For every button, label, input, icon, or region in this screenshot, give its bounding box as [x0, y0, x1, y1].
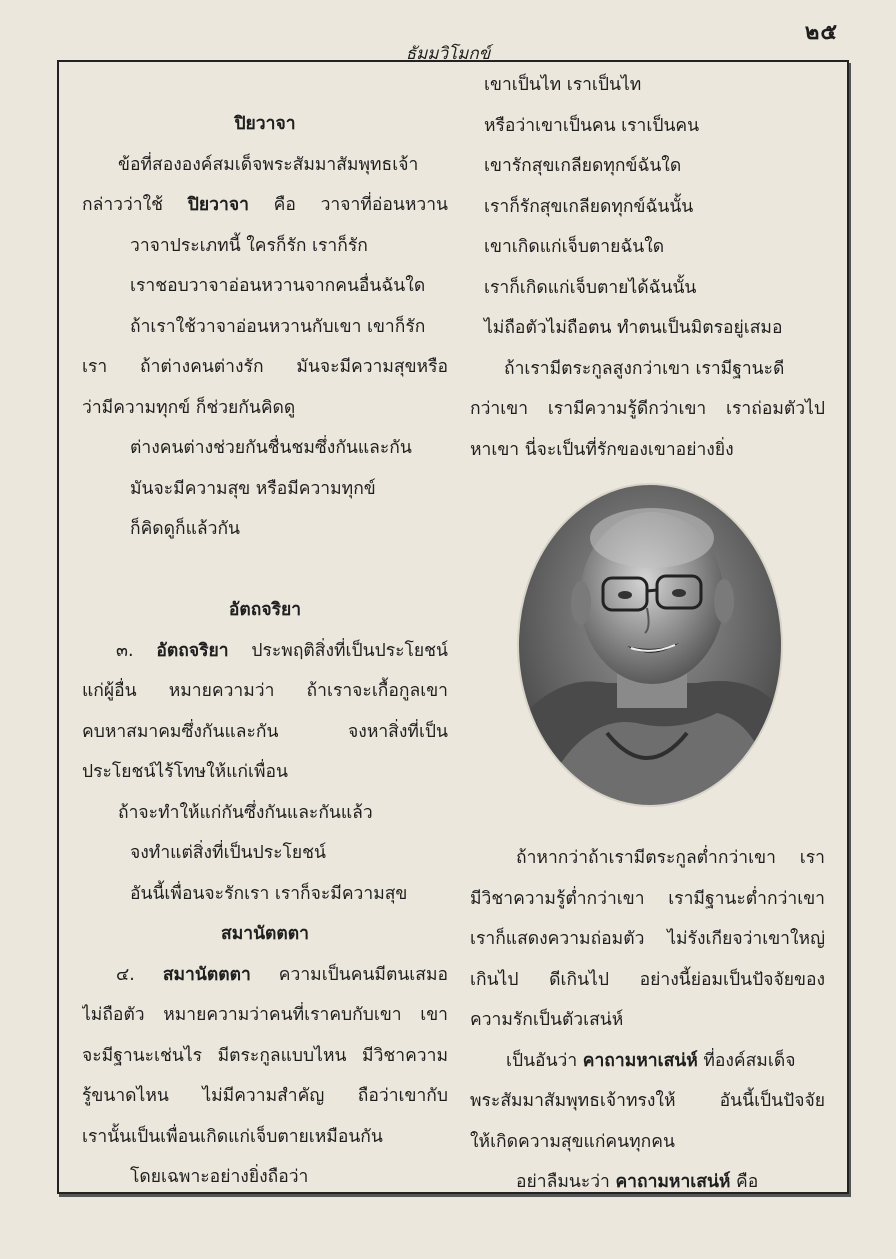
left-column	[82, 104, 448, 1198]
paragraph-line: พระสัมมาสัมพุทธเจ้าทรงให้ อันนี้เป็นปัจจัย	[470, 1091, 825, 1111]
paragraph-line: ไม่ถือตัว หมายความว่าคนที่เราคบกับเขา เขา	[82, 1005, 448, 1025]
running-title: ธัมมวิโมกข์	[398, 44, 499, 64]
term-katha-mahasanae: คาถามหาเสน่ห์	[582, 1050, 698, 1071]
right-column-top	[470, 65, 825, 470]
spacer	[82, 550, 448, 591]
paragraph-line: ถ้าเรามีตระกูลสูงกว่าเขา เรามีฐานะดี	[504, 358, 785, 379]
paragraph-line: โดยเฉพาะอย่างยิ่งถือว่า	[130, 1167, 309, 1187]
verse-line: เราก็รักสุขเกลียดทุกข์ฉันนั้น	[484, 196, 694, 217]
paragraph-line: เรา ถ้าต่างคนต่างรัก มันจะมีความสุขหรือ	[82, 357, 448, 377]
verse-line: วาจาประเภทนี้ ใครก็รัก เราก็รัก	[130, 235, 368, 256]
term-piyavaja: ปิยวาจา	[187, 195, 249, 215]
paragraph-line: เรานั้นเป็นเพื่อนเกิดแก่เจ็บตายเหมือนกัน	[82, 1126, 383, 1147]
paragraph-line: ๓. อัตถจริยา ประพฤติสิ่งที่เป็นประโยชน์	[116, 640, 448, 661]
paragraph-line: แก่ผู้อื่น หมายความว่า ถ้าเราจะเกื้อกูลเขา	[82, 681, 448, 701]
paragraph-line: เป็นอันว่า คาถามหาเสน่ห์ ที่องค์สมเด็จ	[506, 1050, 796, 1071]
paragraph-line: ไม่ถือตัวไม่ถือตน ทำตนเป็นมิตรอยู่เสมอ	[484, 318, 783, 338]
paragraph-line: มีวิชาความรู้ต่ำกว่าเขา เรามีฐานะต่ำกว่าเขา	[470, 888, 825, 909]
section-heading-piyavaja: ปิยวาจา	[234, 114, 296, 134]
paragraph-line: กล่าวว่าใช้ ปิยวาจา คือ วาจาที่อ่อนหวาน	[82, 195, 448, 215]
right-column-bottom	[470, 838, 825, 1203]
section-heading-samanattata: สมานัตตตา	[221, 924, 309, 944]
paragraph-line: ความรักเป็นตัวเสน่ห์	[470, 1010, 624, 1030]
paragraph-line: หาเขา นี่จะเป็นที่รักของเขาอย่างยิ่ง	[470, 439, 734, 460]
verse-line: จงทำแต่สิ่งที่เป็นประโยชน์	[130, 843, 327, 863]
verse-line: เราก็เกิดแก่เจ็บตายได้ฉันนั้น	[484, 277, 697, 298]
paragraph-line: ให้เกิดความสุขแก่คนทุกคน	[470, 1131, 675, 1152]
verse-line: อันนี้เพื่อนจะรักเรา เราก็จะมีความสุข	[130, 883, 408, 904]
verse-line: เขารักสุขเกลียดทุกข์ฉันใด	[484, 156, 682, 176]
paragraph-line: ว่ามีความทุกข์ ก็ช่วยกันคิดดู	[82, 397, 296, 418]
term-katha-mahasanae: คาถามหาเสน่ห์	[615, 1172, 731, 1192]
verse-line: เขาเกิดแก่เจ็บตายฉันใด	[484, 237, 665, 257]
verse-line: เขาเป็นไท เราเป็นไท	[484, 75, 642, 95]
paragraph-line: กว่าเขา เรามีความรู้ดีกว่าเขา เราถ่อมตัวไป	[470, 399, 825, 419]
monk-portrait-image	[517, 483, 783, 808]
paragraph-line: รู้ขนาดไหน ไม่มีความสำคัญ ถือว่าเขากับ	[82, 1086, 448, 1106]
verse-line: เราชอบวาจาอ่อนหวานจากคนอื่นฉันใด	[130, 276, 426, 296]
paragraph-line: ประโยชน์ไร้โทษให้แก่เพื่อน	[82, 762, 289, 782]
term-samanattata: สมานัตตตา	[162, 964, 251, 985]
verse-line: ถ้าจะทำให้แก่กันซึ่งกันและกันแล้ว	[118, 802, 373, 823]
paragraph-line: เกินไป ดีเกินไป อย่างนี้ย่อมเป็นปัจจัยของ	[470, 969, 825, 990]
paragraph-line: ข้อที่สององค์สมเด็จพระสัมมาสัมพุทธเจ้า	[118, 154, 419, 175]
verse-line: ก็คิดดูก็แล้วกัน	[130, 519, 241, 539]
verse-line: หรือว่าเขาเป็นคน เราเป็นคน	[484, 115, 700, 136]
term-atthacariya: อัตถจริยา	[156, 640, 229, 661]
paragraph-line: ถ้าหากว่าถ้าเรามีตระกูลต่ำกว่าเขา เรา	[516, 848, 825, 868]
paragraph-line: เราก็แสดงความถ่อมตัว ไม่รังเกียจว่าเขาใหญ่	[470, 929, 825, 949]
monk-portrait-photo	[517, 483, 783, 808]
verse-line: ต่างคนต่างช่วยกันชื่นชมซึ่งกันและกัน	[130, 438, 412, 458]
paragraph-line: ๔. สมานัตตตา ความเป็นคนมีตนเสมอ	[116, 964, 448, 985]
page-number: ๒๕	[804, 20, 838, 45]
section-heading-atthacariya: อัตถจริยา	[228, 600, 302, 620]
paragraph-line: อย่าลืมนะว่า คาถามหาเสน่ห์ คือ	[516, 1172, 759, 1192]
verse-line: ถ้าเราใช้วาจาอ่อนหวานกับเขา เขาก็รัก	[130, 316, 426, 337]
paragraph-line: คบหาสมาคมซึ่งกันและกัน จงหาสิ่งที่เป็น	[82, 721, 448, 742]
paragraph-line: จะมีฐานะเช่นไร มีตระกูลแบบไหน มีวิชาความ	[82, 1045, 448, 1066]
verse-line: มันจะมีความสุข หรือมีความทุกข์	[130, 478, 376, 499]
